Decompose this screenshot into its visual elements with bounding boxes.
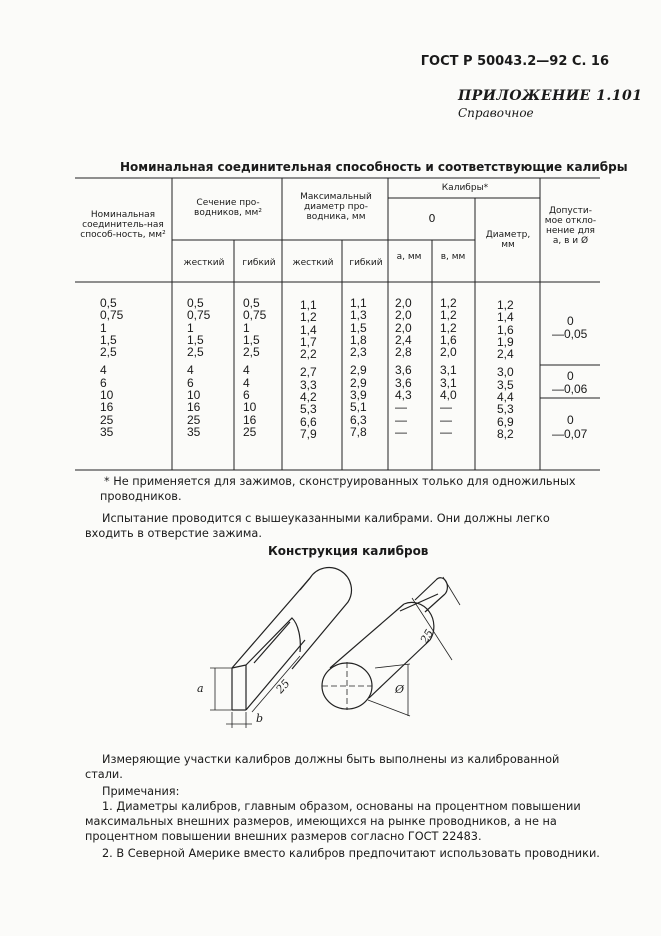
table-cell: 0,5 xyxy=(187,296,204,310)
table-cell: 5,3 xyxy=(300,402,317,417)
appendix-title: ПРИЛОЖЕНИЕ 1.101 xyxy=(458,88,643,104)
table-cell: 4,3 xyxy=(395,388,412,403)
table-cell: 6,9 xyxy=(497,414,514,429)
table-cell: 25 xyxy=(100,412,114,427)
table-cell: 1,7 xyxy=(300,334,317,349)
header-flexible-diameter: гибкий xyxy=(349,258,383,268)
table-cell: 3,0 xyxy=(497,365,514,380)
table-cell: 1,1 xyxy=(300,298,317,312)
table-cell: — xyxy=(395,412,407,427)
table-cell: 1 xyxy=(100,320,107,335)
dimension-b-label: b xyxy=(256,712,264,725)
table-cell: 35 xyxy=(100,424,114,439)
table-cell: 2,2 xyxy=(300,347,317,362)
table-cell: 2,5 xyxy=(187,345,204,360)
table-cell: 6 xyxy=(187,375,194,390)
table-cell: 4 xyxy=(243,363,250,378)
table-cell: 1,5 xyxy=(350,320,367,335)
header-a: а, мм xyxy=(396,252,422,262)
table-cell: 0,5 xyxy=(243,296,260,310)
table-cell: — xyxy=(440,412,452,427)
table-cell: 16 xyxy=(243,412,257,427)
tolerance-1b: —0,05 xyxy=(552,327,588,341)
footnote: * Не применяется для зажимов, сконструированных только для одножильных проводников. xyxy=(100,475,576,503)
table-cell: 7,9 xyxy=(300,426,317,441)
table-cell: 3,3 xyxy=(300,377,317,392)
section-title: Конструкция калибров xyxy=(268,544,429,558)
table-cell: 16 xyxy=(100,400,114,415)
table-cell: 1 xyxy=(243,320,250,335)
table-cell: 4,0 xyxy=(440,388,457,403)
table-cell: 1,6 xyxy=(497,322,514,337)
table-cell: 6,3 xyxy=(350,412,367,427)
header-section: Сечение про-водников, мм² xyxy=(194,198,262,218)
dimension-length-right-label: 25 xyxy=(417,627,437,646)
table-cell: 3,5 xyxy=(497,377,514,392)
header-b: в, мм xyxy=(440,252,466,262)
table-cell: 25 xyxy=(187,412,201,427)
table-cell: 4,4 xyxy=(497,390,514,405)
header-nominal: Номинальная соединитель-ная способ-ность, мм² xyxy=(80,210,166,240)
tolerance-3b: —0,07 xyxy=(552,427,588,441)
table-cell: 4,2 xyxy=(300,390,317,405)
tolerance-2a: 0 xyxy=(567,369,574,383)
table-cell: 1,9 xyxy=(497,334,514,349)
tolerance-3a: 0 xyxy=(567,413,574,427)
table-cell: 0,75 xyxy=(100,308,124,323)
table-cell: 3,1 xyxy=(440,363,457,378)
table-cell: 4 xyxy=(187,363,194,378)
note-2: 2. В Северной Америке вместо калибров предпочитают использовать проводники. xyxy=(102,847,600,860)
table-cell: — xyxy=(395,400,407,415)
table-cell: 0,75 xyxy=(243,308,267,323)
table-cell: 2,9 xyxy=(350,375,367,390)
table-cell: 6 xyxy=(243,388,250,403)
table-cell: 1,1 xyxy=(350,296,367,310)
table-cell: 1,6 xyxy=(440,332,457,347)
table-cell: 6 xyxy=(100,375,107,390)
table-cell: — xyxy=(440,424,452,439)
table-cell: 2,8 xyxy=(395,345,412,360)
table-cell: 16 xyxy=(187,400,201,415)
table-cell: 5,1 xyxy=(350,400,367,415)
header-gauges: Калибры* xyxy=(441,183,489,193)
header-rigid-section: жесткий xyxy=(183,258,225,268)
table-cell: 10 xyxy=(100,388,114,403)
dimension-a-label: a xyxy=(197,682,204,695)
tolerance-1a: 0 xyxy=(567,314,574,328)
table-cell: 8,2 xyxy=(497,426,514,441)
table-cell: 6,6 xyxy=(300,414,317,429)
page-header: ГОСТ Р 50043.2—92 С. 16 xyxy=(420,54,609,69)
table-cell: 2,0 xyxy=(395,320,412,335)
table-cell: 5,3 xyxy=(497,402,514,417)
table-cell: 2,0 xyxy=(395,308,412,323)
dimension-diameter-label: Ø xyxy=(395,683,405,696)
table-cell: 1,8 xyxy=(350,332,367,347)
table-cell: 1,4 xyxy=(300,322,317,337)
table-cell: 2,0 xyxy=(440,345,457,360)
table-cell: 2,5 xyxy=(243,345,260,360)
table-cell: 1,5 xyxy=(100,332,117,347)
table-cell: 10 xyxy=(187,388,201,403)
table-cell: 2,5 xyxy=(100,345,117,360)
table-cell: 35 xyxy=(187,424,201,439)
table-cell: 0,5 xyxy=(100,296,117,310)
table-cell: 0,75 xyxy=(187,308,211,323)
header-rigid-diameter: жесткий xyxy=(292,258,334,268)
header-tolerance: Допусти-мое откло-нение для а, в и Ø xyxy=(544,206,597,246)
table-cell: 2,0 xyxy=(395,296,412,310)
note-1: 1. Диаметры калибров, главным образом, основаны на процентном повышении максимальных внешних размеров, имеющихся на рынке проводников, а не на процентном повышении внешних размеров согласно ГОСТ 22483. xyxy=(85,800,581,843)
header-max-diameter: Максимальный диаметр про-водника, мм xyxy=(300,192,372,222)
table-cell: 1,2 xyxy=(440,296,457,310)
table-cell: — xyxy=(440,400,452,415)
table-cell: 7,8 xyxy=(350,424,367,439)
tolerance-2b: —0,06 xyxy=(552,382,588,396)
table-cell: 4 xyxy=(243,375,250,390)
table-cell: 1,3 xyxy=(350,308,367,323)
table-cell: 1,4 xyxy=(497,310,514,325)
paragraph-test: Испытание проводится с вышеуказанными калибрами. Они должны легко входить в отверстие зажима. xyxy=(85,512,550,540)
table-cell: 1,2 xyxy=(440,308,457,323)
table-cell: 2,9 xyxy=(350,363,367,378)
table-cell: 10 xyxy=(243,400,257,415)
paragraph-material: Измеряющие участки калибров должны быть выполнены из калиброванной стали. xyxy=(85,753,560,781)
table-cell: 1,5 xyxy=(243,332,260,347)
table-cell: 2,3 xyxy=(350,345,367,360)
table-cell: 3,9 xyxy=(350,388,367,403)
table-cell: 3,1 xyxy=(440,375,457,390)
header-flexible-section: гибкий xyxy=(242,258,276,268)
table-cell: 3,6 xyxy=(395,375,412,390)
table-cell: 1,5 xyxy=(187,332,204,347)
table-cell: 4 xyxy=(100,363,107,378)
table-cell: 3,6 xyxy=(395,363,412,378)
header-diameter: Диаметр, мм xyxy=(485,230,531,250)
table-cell: 25 xyxy=(243,424,257,439)
table-cell: — xyxy=(395,424,407,439)
table-cell: 2,4 xyxy=(497,347,514,362)
table-cell: 1,2 xyxy=(440,320,457,335)
table-cell: 2,4 xyxy=(395,332,412,347)
table-cell: 1,2 xyxy=(497,298,514,312)
notes-title: Примечания: xyxy=(102,785,180,798)
table-cell: 1,2 xyxy=(300,310,317,325)
table-cell: 1 xyxy=(187,320,194,335)
table-title: Номинальная соединительная способность и соответствующие калибры xyxy=(120,160,628,174)
header-zero: 0 xyxy=(428,212,436,225)
appendix-subtitle: Справочное xyxy=(458,106,534,120)
table-cell: 2,7 xyxy=(300,365,317,380)
dimension-length-left-label: 25 xyxy=(273,676,293,697)
